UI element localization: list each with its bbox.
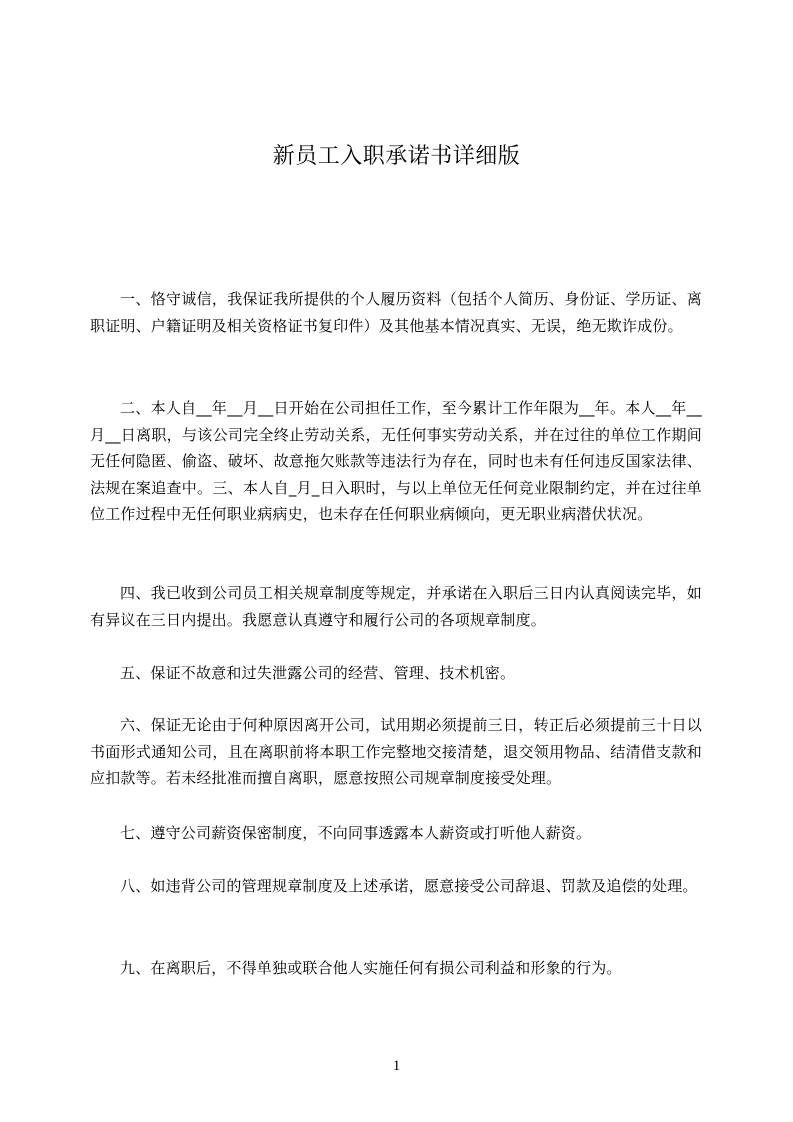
paragraph-rules-acknowledgement: 四、我已收到公司员工相关规章制度等规定，并承诺在入职后三日内认真阅读完毕，如有异议在三日内提出。我愿意认真遵守和履行公司的各项规章制度。 xyxy=(90,584,702,629)
document-title: 新员工入职承诺书详细版 xyxy=(272,144,521,169)
paragraph-violation-consequences: 八、如违背公司的管理规章制度及上述承诺，愿意接受公司辞退、罚款及追偿的处理。 xyxy=(120,877,698,895)
paragraph-post-departure-conduct: 九、在离职后，不得单独或联合他人实施任何有损公司利益和形象的行为。 xyxy=(120,959,622,977)
paragraph-employment-history: 二、本人自__年__月__日开始在公司担任工作，至今累计工作年限为__年。本人__年__月__日离职，与该公司完全终止劳动关系，无任何事实劳动关系，并在过往的单位工作期间无任何隐匿、偷盗、破坏、故意拖欠账款等违法行为存在，同时也未有任何违反国家法律、法规在案追查中。三、本人自_月_日入职时，与以上单位无任何竞业限制约定，并在过往单位工作过程中无任何职业病病史，也未存在任何职业病倾向，更无职业病潜伏状况。 xyxy=(90,399,702,523)
paragraph-confidentiality: 五、保证不故意和过失泄露公司的经营、管理、技术机密。 xyxy=(120,664,516,682)
paragraph-integrity: 一、恪守诚信，我保证我所提供的个人履历资料（包括个人简历、身份证、学历证、离职证明、户籍证明及相关资格证书复印件）及其他基本情况真实、无误，绝无欺诈成份。 xyxy=(90,290,702,335)
paragraph-resignation-notice: 六、保证无论由于何种原因离开公司，试用期必须提前三日，转正后必须提前三十日以书面形式通知公司，且在离职前将本职工作完整地交接清楚，退交领用物品、结清借支款和应扣款等。若未经批准而擅自离职，愿意按照公司规章制度接受处理。 xyxy=(90,716,702,787)
page-number: 1 xyxy=(392,1058,401,1074)
paragraph-salary-confidentiality: 七、遵守公司薪资保密制度，不向同事透露本人薪资或打听他人薪资。 xyxy=(120,824,592,842)
